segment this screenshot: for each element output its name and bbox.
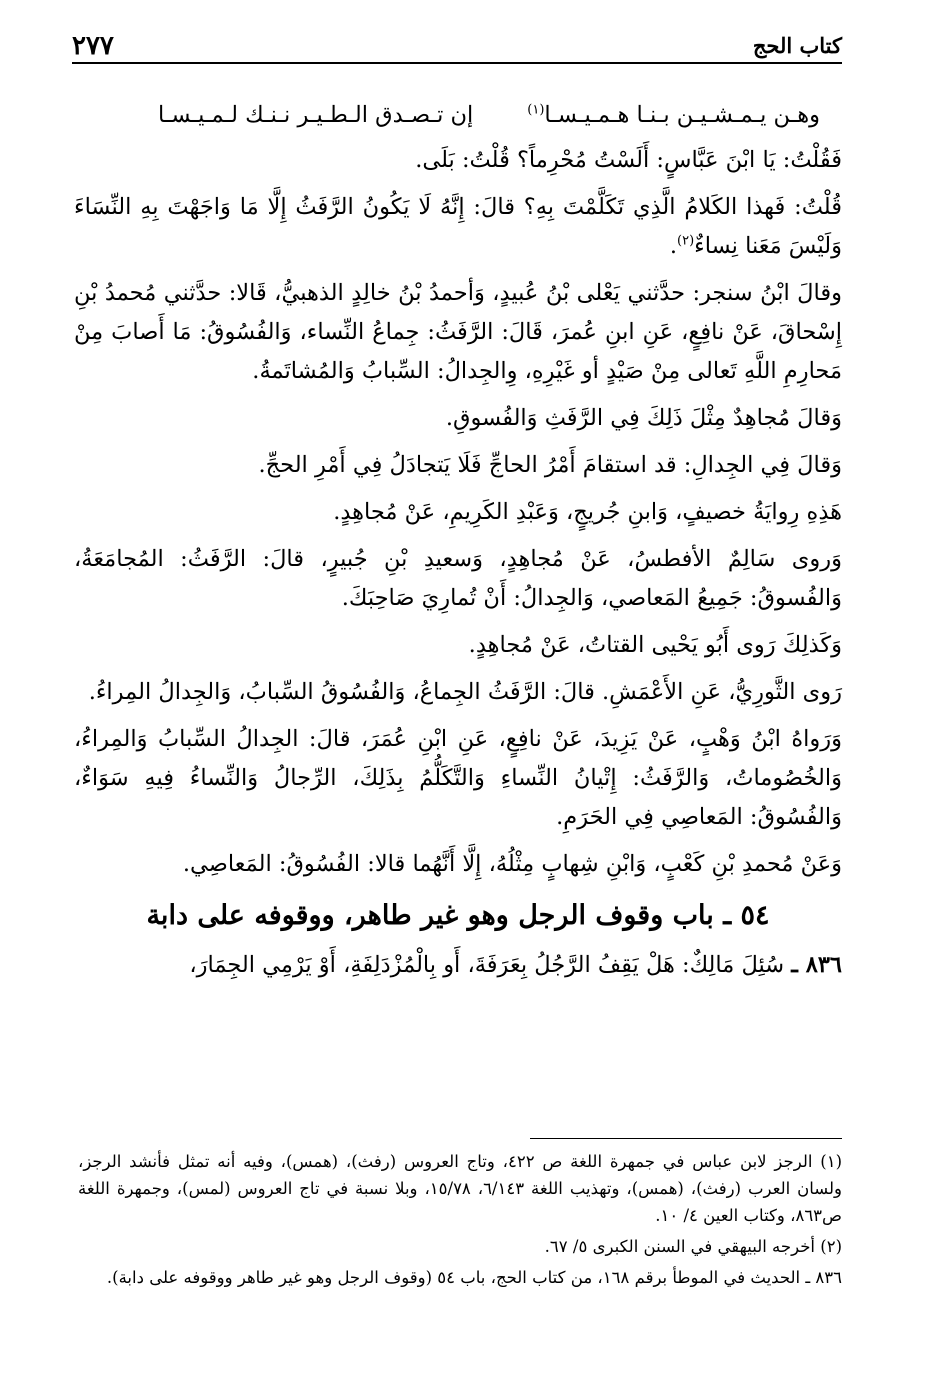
hadith-entry — [74, 946, 842, 985]
paragraph: وَرَواهُ ابْنُ وَهْبٍ، عَنْ يَزِيدَ، عَنْ نافِعٍ، عَنِ ابْنِ عُمَرَ، قالَ: الجِدالُ السِّبابُ وَالمِراءُ، وَالخُصُوماتُ، وَالرَّفَثُ: إِتْيانُ النِّساءِ وَالتَّكَلُّمُ بِذَلِكَ، الرِّجالُ وَالنِّساءُ فِيهِ سَوَاءٌ، وَالفُسُوقُ: المَعاصِي فِي الحَرَمِ. — [74, 726, 842, 830]
footnote: (٢) أخرجه البيهقي في السنن الكبرى ٥/ ٦٧. — [544, 1237, 842, 1256]
paragraph: وَكَذلِكَ رَوى أَبُو يَحْيى القتاتُ، عَنْ مُجاهِدٍ. — [468, 632, 842, 658]
page-number: ٢٧٧ — [72, 31, 114, 61]
paragraph: فَقُلْتُ: يَا ابْنَ عَبَّاسٍ: أَلَسْتُ مُحْرِماً؟ قُلْتُ: بَلَى. — [415, 147, 842, 173]
hadith-number: ٨٣٦ ـ — [791, 952, 842, 978]
footnote: ٨٣٦ ـ الحديث في الموطأ برقم ١٦٨، من كتاب الحج، باب ٥٤ (وقوف الرجل وهو غير طاهر ووقوفه على دابة). — [106, 1268, 842, 1287]
book-title: كتاب الحج — [752, 33, 842, 58]
section-heading: ٥٤ ـ باب وقوف الرجل وهو غير طاهر، ووقوفه على دابة — [146, 900, 770, 931]
paragraph: وقالَ ابْنُ سنجر: حدَّثني يَعْلى بْنُ عُبيدٍ، وَأحمدُ بْنُ خالِدٍ الذهبيُّ، قَالا: حدَّثني مُحمدُ بْنِ إِسْحاقَ، عَنْ نافِعٍ، عَنِ ابنِ عُمرَ، قَالَ: الرَّفَثُ: جِماعُ النِّساء، وَالفُسُوقُ: مَا أَصابَ مِنْ مَحارِمِ اللَّهِ تَعالى مِنْ صَيْدٍ أو غَيْرِهِ، وِالجِدالُ: السِّبابُ وَالمُشاتَمةُ. — [74, 280, 842, 384]
footnote-marker: (١) — [527, 102, 545, 118]
footnote: (١) الرجز لابن عباس في جمهرة اللغة ص ٤٢٢، وتاج العروس (رفث)، (همس)، وفيه أنه تمثل فأنشد الرجز، ولسان العرب (رفث)، (همس)، وتهذيب اللغة ٦/١٤٣، ١٥/٧٨، وبلا نسبة في تاج العروس (لمس)، وجمهرة اللغة ص٨٦٣، وكتاب العين ٤/ ١٠. — [78, 1152, 842, 1225]
main-text — [74, 96, 842, 993]
paragraph: وَقالَ فِي الجِدالِ: قد استقامَ أَمْرُ الحاجِّ فَلَا يَتجادَلُ فِي أَمْرِ الحجِّ. — [258, 452, 842, 478]
paragraph: هَذِهِ رِوايَةُ خصيفٍ، وَابنِ جُريجٍ، وَعَبْدِ الكَرِيمِ، عَنْ مُجاهِدٍ. — [333, 499, 842, 525]
verse-first-hemistich: وهـن يـمـشـيـن بـنـا هـمـيـسـا$^{(١)}$ — [527, 102, 820, 128]
footnotes — [78, 1148, 842, 1295]
paragraph: وَروى سَالِمٌ الأفطسُ، عَنْ مُجاهِدٍ، وَسعيدِ بْنِ جُبيرٍ، قالَ: الرَّفَثُ: المُجامَعَةُ، وَالفُسوقُ: جَمِيعُ المَعاصي، وَالجِدالُ: أَنْ تُمارِيَ صَاحِبَكَ. — [74, 546, 842, 611]
footnote-separator — [530, 1138, 842, 1139]
hadith-text: سُئِلَ مَالِكٌ: هَلْ يَقِفُ الرَّجُلُ بِعَرَفَةَ، أَو بِالْمُزْدَلِفَةِ، أَوْ يَرْمِي الجِمَارَ، — [189, 952, 785, 978]
footnote-marker: (٢) — [677, 233, 695, 249]
verse-second-hemistich: إن تـصـدق الـطـيـر نـنـك لـمـيـسـا — [158, 102, 474, 128]
paragraph: رَوى الثَّورِيُّ، عَنِ الأَعْمَشِ. قالَ: الرَّفَثُ الجِماعُ، وَالفُسُوقُ السِّبابُ، وَالجِدالُ المِراءُ. — [88, 679, 842, 705]
paragraph: قُلْتُ: فَهذا الكَلامُ الَّذِي تَكَلَّمْتَ بِهِ؟ قالَ: إِنَّهُ لَا يَكُونُ الرَّفَثُ إِلَّا مَا وَاجَهْتَ بِهِ النِّسَاءَ وَلَيْسَ مَعَنا نِساءٌ$^{(٢)}$. — [74, 194, 842, 259]
paragraph: وَعَنْ مُحمدِ بْنِ كَعْبٍ، وَابْنِ شِهابٍ مِثْلُهُ، إِلَّا أَنَّهُما قالا: الفُسُوقُ: المَعاصِي. — [182, 851, 842, 877]
running-header — [72, 22, 842, 64]
paragraph: وَقالَ مُجاهِدٌ مِثْلَ ذَلِكَ فِي الرَّفَثِ وَالفُسوقِ. — [445, 405, 842, 431]
poetry-verse — [74, 96, 842, 135]
